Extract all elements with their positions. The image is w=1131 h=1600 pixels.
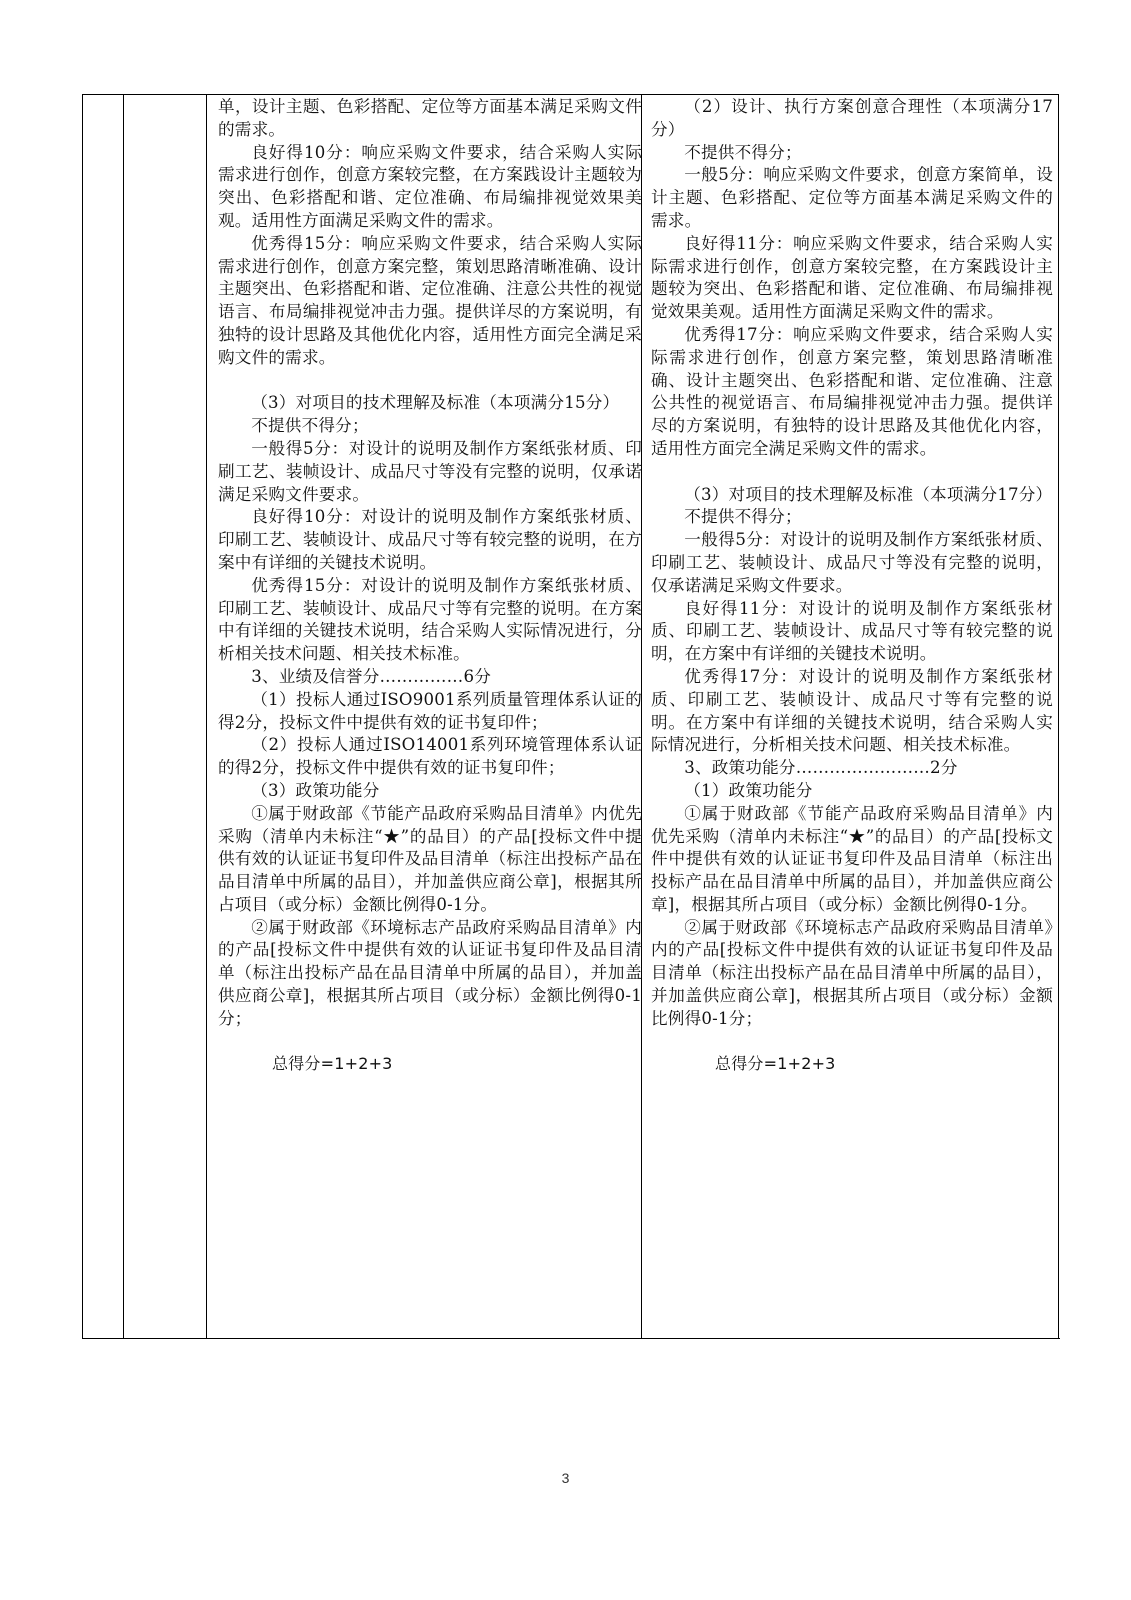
table-border-bottom	[82, 1338, 1060, 1339]
scoring-paragraph: 不提供不得分；	[684, 142, 802, 162]
scoring-paragraph: 良好得11分：响应采购文件要求，结合采购人实际需求进行创作，创意方案较完整，在方案践设计主题较为突出、色彩搭配和谐、定位准确、布局编排视觉效果美观。适用性方面满足采购文件的需求。	[651, 233, 1053, 322]
table-column-divider-1	[123, 94, 124, 1339]
scoring-paragraph: 3、政策功能分……………………2分	[684, 758, 958, 778]
scoring-paragraph: （3）对项目的技术理解及标准（本项满分17分）	[684, 484, 1053, 504]
scoring-paragraph: （1）投标人通过ISO9001系列质量管理体系认证的得2分，投标文件中提供有效的证书复印件；	[218, 689, 642, 732]
scoring-paragraph: （2）设计、执行方案创意合理性（本项满分17分）	[651, 97, 1053, 139]
scoring-paragraph: 优秀得15分：响应采购文件要求，结合采购人实际需求进行创作，创意方案完整，策划思路清晰准确、设计主题突出、色彩搭配和谐、定位准确、注意公共性的视觉语言、布局编排视觉冲击力强。提供详尽的方案说明，有独特的设计思路及其他优化内容，适用性方面完全满足采购文件的需求。	[218, 233, 642, 367]
scoring-paragraph: （2）投标人通过ISO14001系列环境管理体系认证的得2分，投标文件中提供有效的证书复印件；	[218, 735, 642, 778]
right-scoring-column	[651, 96, 1053, 1075]
table-border-left	[82, 94, 83, 1339]
scoring-paragraph: 良好得11分：对设计的说明及制作方案纸张材质、印刷工艺、装帧设计、成品尺寸等有较完整的说明，在方案中有详细的关键技术说明。	[651, 598, 1053, 664]
scoring-paragraph: 不提供不得分；	[251, 416, 369, 436]
scoring-paragraph: 优秀得17分：响应采购文件要求，结合采购人实际需求进行创作，创意方案完整，策划思路清晰准确、设计主题突出、色彩搭配和谐、定位准确、注意公共性的视觉语言、布局编排视觉冲击力强。提供详尽的方案说明，有独特的设计思路及其他优化内容，适用性方面完全满足采购文件的需求。	[651, 324, 1053, 458]
scoring-paragraph: 不提供不得分；	[684, 507, 802, 527]
scoring-paragraph: 一般得5分：对设计的说明及制作方案纸张材质、印刷工艺、装帧设计、成品尺寸等没有完整的说明，仅承诺满足采购文件要求。	[218, 438, 642, 504]
scoring-paragraph: （3）对项目的技术理解及标准（本项满分15分）	[251, 393, 620, 413]
total-score-formula: 总得分=1+2+3	[272, 1053, 393, 1073]
scoring-paragraph: ②属于财政部《环境标志产品政府采购品目清单》内的产品[投标文件中提供有效的认证证书复印件及品目清单（标注出投标产品在品目清单中所属的品目），并加盖供应商公章]，根据其所占项目（或分标）金额比例得0-1分；	[218, 917, 642, 1028]
table-column-divider-2	[206, 94, 207, 1339]
scoring-paragraph: ①属于财政部《节能产品政府采购品目清单》内优先采购（清单内未标注“★”的品目）的产品[投标文件中提供有效的认证证书复印件及品目清单（标注出投标产品在品目清单中所属的品目），并加盖供应商公章]，根据其所占项目（或分标）金额比例得0-1分。	[218, 803, 642, 914]
page-number: 3	[561, 1470, 570, 1486]
scoring-paragraph: （3）政策功能分	[251, 780, 380, 800]
scoring-paragraph: 良好得10分：对设计的说明及制作方案纸张材质、印刷工艺、装帧设计、成品尺寸等有较完整的说明，在方案中有详细的关键技术说明。	[218, 507, 642, 572]
scoring-paragraph: 良好得10分：响应采购文件要求，结合采购人实际需求进行创作，创意方案较完整，在方案践设计主题较为突出、色彩搭配和谐、定位准确、布局编排视觉效果美观。适用性方面满足采购文件的需求。	[218, 142, 642, 230]
scoring-paragraph: 单，设计主题、色彩搭配、定位等方面基本满足采购文件的需求。	[218, 97, 642, 139]
table-border-right	[1058, 94, 1059, 1339]
scoring-paragraph: ①属于财政部《节能产品政府采购品目清单》内优先采购（清单内未标注“★”的品目）的产品[投标文件中提供有效的认证证书复印件及品目清单（标注出投标产品在品目清单中所属的品目），并加盖供应商公章]，根据其所占项目（或分标）金额比例得0-1分。	[651, 803, 1053, 914]
scoring-paragraph: ②属于财政部《环境标志产品政府采购品目清单》内的产品[投标文件中提供有效的认证证书复印件及品目清单（标注出投标产品在品目清单中所属的品目），并加盖供应商公章]，根据其所占项目（或分标）金额比例得0-1分；	[651, 917, 1053, 1028]
scoring-paragraph: 3、业绩及信誉分……………6分	[251, 666, 492, 686]
scoring-paragraph: 优秀得17分：对设计的说明及制作方案纸张材质、印刷工艺、装帧设计、成品尺寸等有完整的说明。在方案中有详细的关键技术说明，结合采购人实际情况进行，分析相关技术问题、相关技术标准。	[651, 666, 1053, 755]
left-scoring-column	[218, 96, 642, 1075]
scoring-paragraph: （1）政策功能分	[684, 780, 813, 800]
total-score-formula: 总得分=1+2+3	[715, 1053, 836, 1073]
scoring-paragraph: 一般得5分：对设计的说明及制作方案纸张材质、印刷工艺、装帧设计、成品尺寸等没有完整的说明，仅承诺满足采购文件要求。	[651, 530, 1053, 595]
scoring-paragraph: 一般5分：响应采购文件要求，创意方案简单，设计主题、色彩搭配、定位等方面基本满足采购文件的需求。	[651, 165, 1053, 230]
scoring-paragraph: 优秀得15分：对设计的说明及制作方案纸张材质、印刷工艺、装帧设计、成品尺寸等有完整的说明。在方案中有详细的关键技术说明，结合采购人实际情况进行，分析相关技术问题、相关技术标准。	[218, 575, 642, 664]
